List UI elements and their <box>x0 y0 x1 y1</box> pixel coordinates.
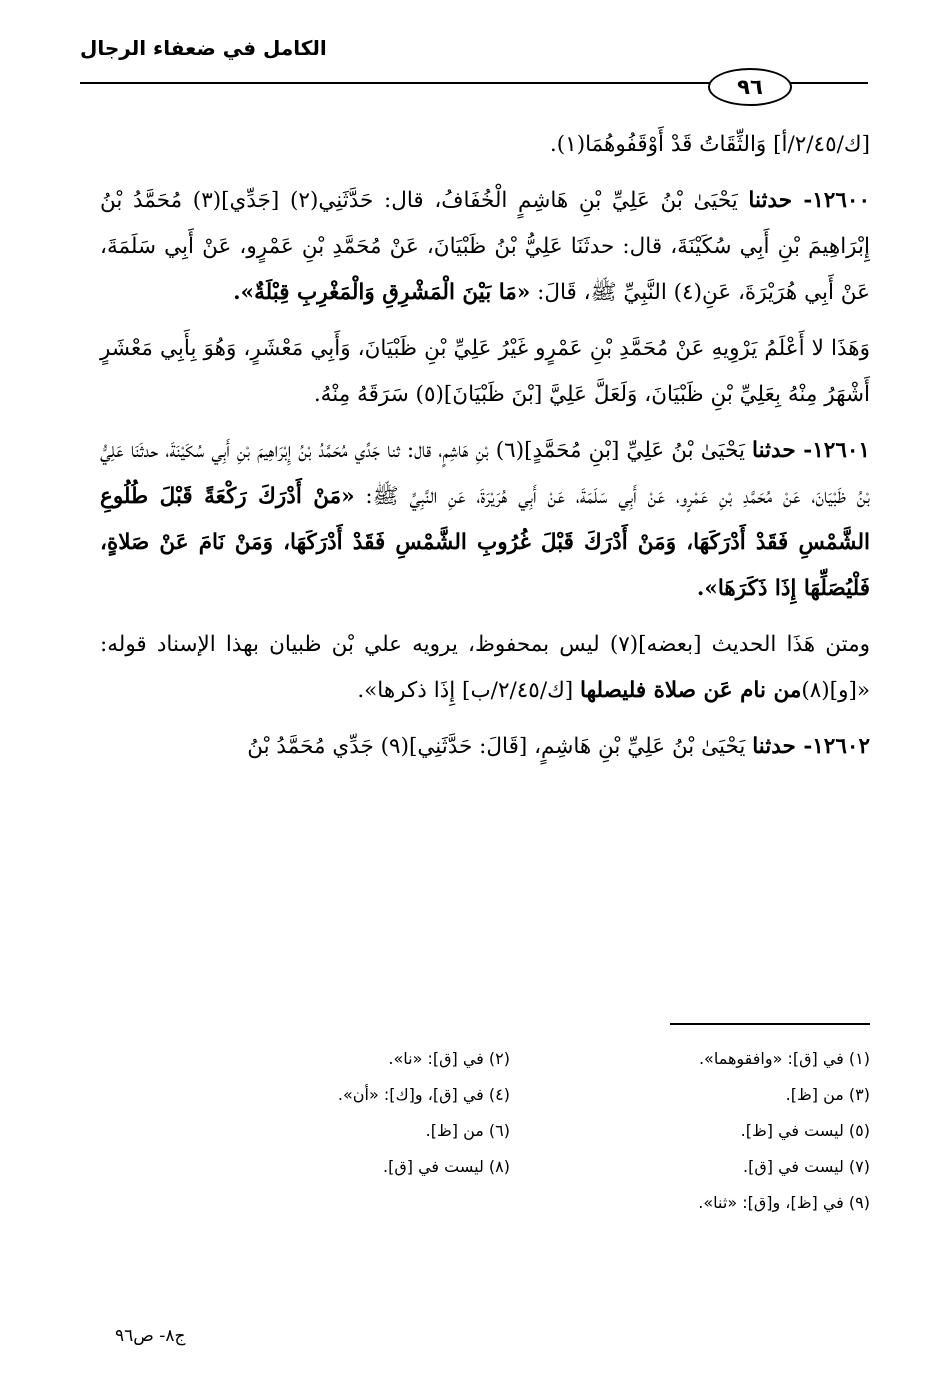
footnote-row <box>140 1040 870 1076</box>
commentary <box>100 326 870 418</box>
hadith-matn: «مَنْ أَدْرَكَ رَكْعَةً قَبْلَ طُلُوعِ الشَّمْسِ فَقَدْ أَدْرَكَهَا، وَمَنْ أَدْرَكَ قَبْلَ غُرُوبِ الشَّمْسِ فَقَدْ أَدْرَكَهَا، وَمَنْ نَامَ عَنْ صَلاةٍ، فَلْيُصَلِّهَا إِذَا ذَكَرَهَا». <box>100 484 870 601</box>
hadith-chain: يَحْيَىٰ بْنُ عَلِيِّ بْنِ هَاشِمٍ، [قَالَ: حَدَّثَنِي](٩) جَدِّي مُحَمَّدُ بْنُ <box>247 734 753 759</box>
main-text <box>100 122 870 780</box>
footnote: (٩) في [ظ]، و[ق]: «ثنا». <box>698 1192 870 1212</box>
hadith-12601 <box>100 428 870 612</box>
paragraph-text: وَهَذَا لا أَعْلَمُ يَرْوِيهِ عَنْ مُحَمَّدِ بْنِ عَمْرٍو غَيْرُ عَلِيِّ بْنِ ظَبْيَانَ، وَأَبِي مَعْشَرٍ، وَهُوَ بِأَبِي مَعْشَرٍ أَشْهَرُ مِنْهُ بِعَلِيِّ بْنِ ظَبْيَانَ، وَلَعَلَّ عَلِيَّ [بْنَ ظَبْيَانَ](٥) سَرَقَهُ مِنْهُ. <box>100 336 870 407</box>
footnotes <box>140 1040 870 1220</box>
paragraph-text: ومتن هَذَا الحديث [بعضه](٧) ليس بمحفوظ، يرويه علي بْن ظبيان بهذا الإسناد قوله: «[و](٨) <box>100 632 870 703</box>
paragraph-tail: [ك/٢/٤٥/ب] إِذَا ذكرها». <box>357 678 581 703</box>
footnote: (٨) ليست في [ق]. <box>383 1156 510 1176</box>
hadith-12602 <box>100 724 870 770</box>
footnote: (٧) ليست في [ق]. <box>743 1156 870 1176</box>
hadith-chain: يَحْيَىٰ بْنُ عَلِيِّ بْنِ هَاشِمٍ الْخُفَافُ، قال: حَدَّثَنِي(٢) [جَدِّي](٣) مُحَمَّدُ بْنُ إِبْرَاهِيمَ بْنِ أَبِي سُكَيْنَةَ، قال: حدثَنَا عَلِيُّ بْنُ ظَبْيَانَ، عَنْ مُحَمَّدِ بْنِ عَمْرٍو، عَنْ أَبِي سَلَمَةَ، عَنْ أَبِي هُرَيْرَةَ، عَنِ(٤) النَّبِيِّ ﷺ، قَالَ: <box>100 188 870 305</box>
footnote: (٥) ليست في [ظ]. <box>740 1120 870 1140</box>
page-reference: ج٨- ص٩٦ <box>115 1326 186 1346</box>
book-title: الكامل في ضعفاء الرجال <box>80 36 327 60</box>
footnote: (١) في [ق]: «وافقوهما». <box>698 1048 870 1068</box>
quoted-text: من نام عَن صلاة فليصلها <box>580 678 802 703</box>
hadith-matn: «مَا بَيْنَ الْمَشْرِقِ وَالْمَغْرِبِ قِبْلَةٌ». <box>233 280 531 305</box>
footnote-row <box>140 1184 870 1220</box>
commentary <box>100 622 870 714</box>
hadith-chain: يَحْيَىٰ بْنُ عَلِيِّ [بْنِ مُحَمَّدٍ](٦) بْنِ هَاشِمٍ، قال: ثنا جَدِّي مُحَمَّدُ بْنُ إِبْرَاهِيمَ بْنِ أَبِي سُكَيْنَةَ، حدثَنَا عَلِيُّ بْنُ ظَبْيَانَ، عَنْ مُحَمَّدِ بْنِ عَمْرٍو، عَنْ أَبِي سَلَمَةَ، عَنْ أَبِي هُرَيْرَةَ، عَنِ النَّبِيِّ ﷺ: <box>100 438 870 509</box>
hadith-number: ١٢٦٠١- حدثنا <box>752 438 870 463</box>
footnote: (٢) في [ق]: «نا». <box>388 1048 510 1068</box>
paragraph-text: [ك/٢/٤٥/أ] وَالثِّقَاتُ قَدْ أَوْقَفُوهُمَا(١). <box>549 132 870 157</box>
footnote-rule <box>670 1023 870 1025</box>
footnote-row <box>140 1076 870 1112</box>
hadith-number: ١٢٦٠٠- حدثنا <box>748 188 870 213</box>
hadith-12600 <box>100 178 870 316</box>
footnote: (٦) من [ظ]. <box>425 1120 510 1140</box>
hadith-number: ١٢٦٠٢- حدثنا <box>752 734 870 759</box>
page-number: ٩٦ <box>737 75 763 99</box>
footnote: (٣) من [ظ]. <box>785 1084 870 1104</box>
footnote-row <box>140 1148 870 1184</box>
footnote: (٤) في [ق]، و[ك]: «أن». <box>337 1084 510 1104</box>
footnote-row <box>140 1112 870 1148</box>
page-number-badge <box>708 68 792 106</box>
paragraph <box>100 122 870 168</box>
